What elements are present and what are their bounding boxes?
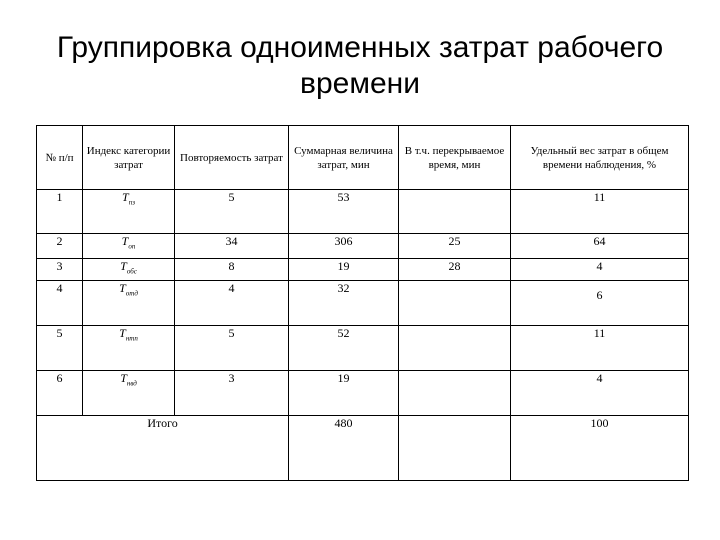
row-overlap-time xyxy=(399,371,511,416)
row-number: 2 xyxy=(37,234,83,259)
row-share: 64 xyxy=(511,234,689,259)
header-cell-share: Удельный вес затрат в общем времени наблюдения, % xyxy=(511,126,689,190)
total-time: 480 xyxy=(289,416,399,481)
row-repeatability: 34 xyxy=(175,234,289,259)
table-header-row xyxy=(37,126,689,190)
index-symbol: T xyxy=(122,190,129,204)
row-number: 5 xyxy=(37,326,83,371)
table-row xyxy=(37,190,689,234)
row-index xyxy=(83,234,175,259)
row-index xyxy=(83,190,175,234)
row-number: 1 xyxy=(37,190,83,234)
row-repeatability: 5 xyxy=(175,326,289,371)
row-index xyxy=(83,281,175,326)
row-overlap-time xyxy=(399,326,511,371)
index-subscript: нвд xyxy=(126,379,137,388)
row-index xyxy=(83,259,175,281)
table-row xyxy=(37,326,689,371)
page-title: Группировка одноименных затрат рабочего времени xyxy=(56,31,664,100)
header-cell-total-time: Суммарная величина затрат, мин xyxy=(289,126,399,190)
index-symbol: T xyxy=(121,234,129,248)
index-subscript: пз xyxy=(128,198,135,207)
table-row xyxy=(37,371,689,416)
index-subscript: нтп xyxy=(125,334,138,343)
row-number: 6 xyxy=(37,371,83,416)
row-overlap-time: 25 xyxy=(399,234,511,259)
row-number: 3 xyxy=(37,259,83,281)
time-costs-table xyxy=(36,125,689,481)
index-symbol: T xyxy=(119,281,126,295)
row-repeatability: 8 xyxy=(175,259,289,281)
total-share: 100 xyxy=(511,416,689,481)
header-cell-number: № п/п xyxy=(37,126,83,190)
row-repeatability: 5 xyxy=(175,190,289,234)
row-total-time: 52 xyxy=(289,326,399,371)
index-symbol: T xyxy=(120,259,127,273)
index-subscript: оп xyxy=(128,242,136,251)
row-overlap-time xyxy=(399,190,511,234)
index-subscript: обс xyxy=(126,267,137,276)
row-index xyxy=(83,326,175,371)
index-symbol: T xyxy=(120,371,127,385)
table-row xyxy=(37,281,689,326)
total-label: Итого xyxy=(37,416,289,481)
row-share: 6 xyxy=(511,281,689,326)
row-share: 11 xyxy=(511,190,689,234)
total-overlap-time xyxy=(399,416,511,481)
index-subscript: отд xyxy=(125,289,138,298)
row-repeatability: 3 xyxy=(175,371,289,416)
row-repeatability: 4 xyxy=(175,281,289,326)
table-total-row xyxy=(37,416,689,481)
row-index xyxy=(83,371,175,416)
row-total-time: 53 xyxy=(289,190,399,234)
row-number: 4 xyxy=(37,281,83,326)
row-total-time: 306 xyxy=(289,234,399,259)
row-share: 4 xyxy=(511,371,689,416)
row-share: 4 xyxy=(511,259,689,281)
row-share: 11 xyxy=(511,326,689,371)
table-row xyxy=(37,259,689,281)
row-total-time: 32 xyxy=(289,281,399,326)
row-overlap-time xyxy=(399,281,511,326)
header-cell-overlap-time: В т.ч. перекрываемое время, мин xyxy=(399,126,511,190)
header-cell-index: Индекс категории затрат xyxy=(83,126,175,190)
table-row xyxy=(37,234,689,259)
header-cell-repeatability: Повторяемость затрат xyxy=(175,126,289,190)
row-overlap-time: 28 xyxy=(399,259,511,281)
index-symbol: T xyxy=(119,326,126,340)
row-total-time: 19 xyxy=(289,371,399,416)
row-total-time: 19 xyxy=(289,259,399,281)
